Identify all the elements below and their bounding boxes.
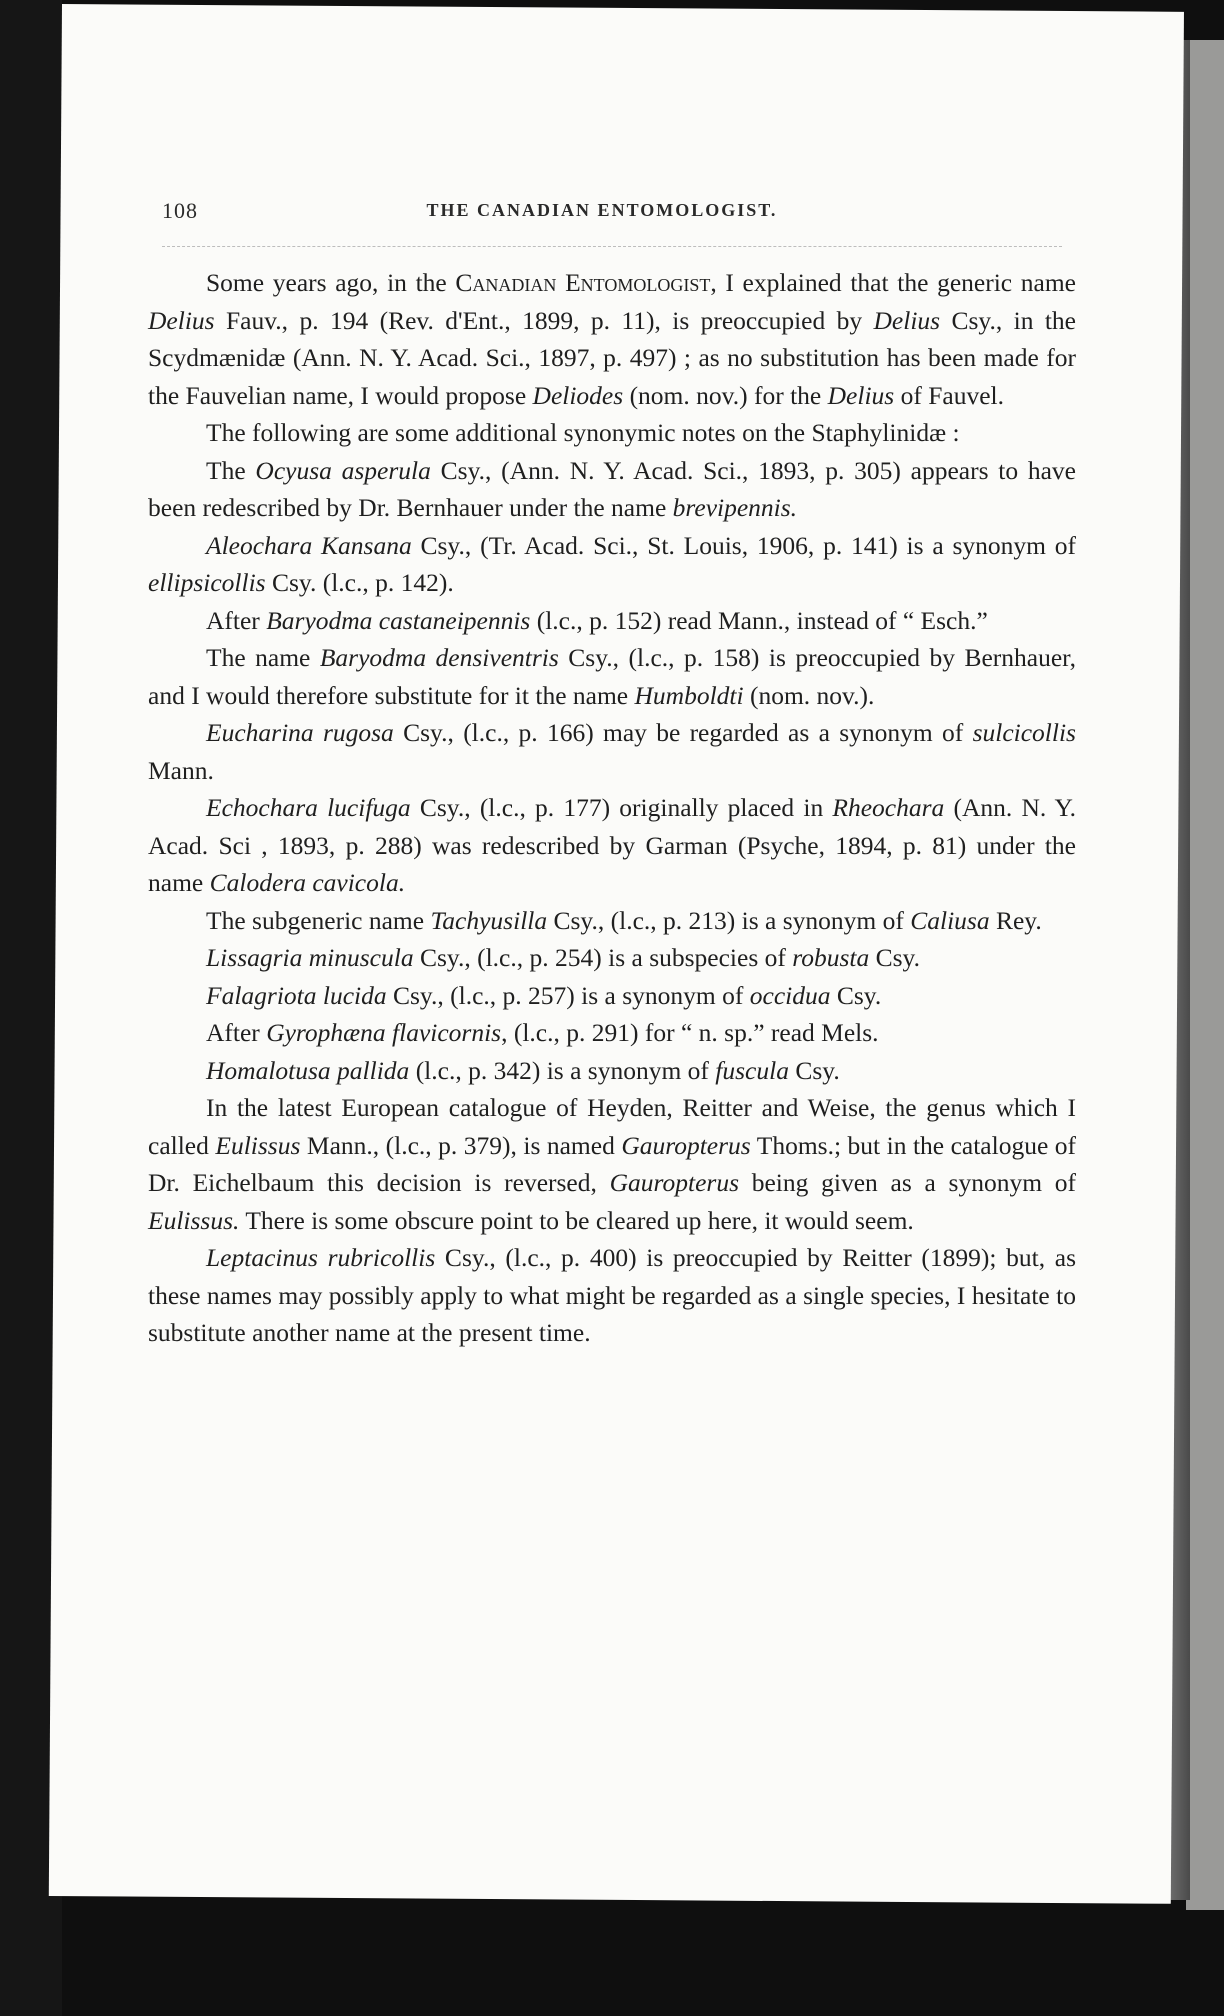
text-run: being given as a synonym of (739, 1168, 1076, 1197)
text-run: Mann. (148, 755, 214, 785)
text-run: (nom. nov.). (743, 680, 875, 710)
text-run: After (206, 1018, 267, 1047)
italic-term: Baryodma castaneipennis (266, 605, 531, 635)
paragraph (148, 1239, 1076, 1352)
text-run: Rey. (989, 905, 1042, 935)
italic-term: Deliodes (532, 380, 624, 410)
paragraph (148, 714, 1076, 789)
text-run: (Ann. N. Y. Acad. Sci , 1893, p. 288) was redescribed by Garman (Psyche, 1894, p. 81) under the name (148, 793, 1076, 897)
text-run: Csy. (788, 1055, 840, 1085)
header-rule (162, 246, 1062, 247)
italic-term: sulcicollis (972, 718, 1076, 747)
text-run: of Fauvel. (894, 380, 1004, 410)
text-run: The following are some additional synonymic notes on the Staphylinidæ : (206, 418, 960, 447)
text-run: The name (206, 643, 320, 672)
paragraph (148, 527, 1076, 602)
text-run: Fauv., p. 194 (Rev. d'Ent., 1899, p. 11), is preoccupied by (214, 305, 874, 335)
text-run: , I explained that the generic name (710, 268, 1076, 297)
text-run: Csy., (l.c., p. 213) is a synonym of (547, 905, 911, 935)
italic-term: ellipsicollis (148, 568, 266, 597)
italic-term: Eulissus (215, 1130, 301, 1160)
page-header (162, 198, 1042, 238)
text-run: (l.c., p. 152) read Mann., instead of “ Esch.” (530, 605, 988, 635)
text-run: Csy., (l.c., p. 400) is preoccupied by Reitter (1899); but, as these names may possibly apply to what might be regarded as a single species, I hesitate to substitute another name at the present time. (148, 1243, 1076, 1347)
page-body-text (148, 264, 1076, 1352)
text-run: The subgeneric name (206, 905, 431, 935)
running-title: THE CANADIAN ENTOMOLOGIST. (426, 200, 778, 220)
paragraph (148, 939, 1076, 977)
italic-term: occidua (749, 980, 831, 1010)
italic-term: Gauropterus (621, 1130, 751, 1160)
italic-term: Lissagria minuscula (206, 943, 414, 972)
italic-term: Tachyusilla (430, 905, 548, 935)
text-run: Csy., (l.c., p. 254) is a subspecies of (413, 943, 793, 972)
italic-term: Leptacinus rubricollis (206, 1243, 436, 1272)
text-run: (nom. nov.) for the (623, 380, 828, 410)
italic-term: Calodera cavicola. (209, 868, 406, 897)
paragraph (148, 789, 1076, 902)
text-run: Csy., in the Scydmænidæ (Ann. N. Y. Acad. Sci., 1897, p. 497) ; as no substitution has been made for the Fauvelian name, I would propose (148, 305, 1076, 410)
text-run: The (206, 455, 256, 485)
text-run: Thoms.; but in the catalogue of Dr. Eichelbaum this decision is reversed, (148, 1130, 1077, 1197)
paragraph (148, 264, 1076, 414)
italic-term: Eucharina rugosa (206, 718, 394, 747)
italic-term: Gyrophæna flavicornis (266, 1018, 502, 1047)
text-run: Csy. (869, 943, 921, 972)
paragraph (148, 902, 1076, 940)
italic-term: Aleochara Kansana (206, 530, 412, 560)
page-number: 108 (162, 198, 198, 223)
italic-term: Gauropterus (609, 1168, 740, 1197)
italic-term: Delius (827, 380, 895, 410)
text-run: (l.c., p. 342) is a synonym of (409, 1055, 716, 1085)
italic-term: Delius (148, 305, 215, 335)
text-run: Csy. (l.c., p. 142). (265, 568, 454, 597)
italic-term: robusta (792, 943, 870, 972)
italic-term: Falagriota lucida (206, 980, 387, 1010)
italic-term: Rheochara (832, 793, 945, 822)
text-run: Csy., (l.c., p. 257) is a synonym of (386, 980, 750, 1010)
paragraph (148, 1089, 1076, 1239)
small-caps-text: Canadian Entomologist (455, 268, 711, 297)
text-run: Csy., (Tr. Acad. Sci., St. Louis, 1906, p. 141) is a synonym of (411, 530, 1076, 560)
paragraph (148, 977, 1076, 1015)
italic-term: Eulissus. (148, 1205, 240, 1235)
italic-term: fuscula (715, 1055, 789, 1085)
facing-page-edge (1186, 40, 1224, 1910)
text-run: Some years ago, in the (206, 268, 456, 297)
text-run: There is some obscure point to be cleared up here, it would seem. (239, 1205, 914, 1235)
italic-term: brevipennis. (672, 493, 798, 522)
paragraph (148, 1014, 1076, 1052)
text-run: Mann., (l.c., p. 379), is named (300, 1130, 622, 1160)
paragraph (148, 414, 1076, 452)
italic-term: Homalotusa pallida (206, 1055, 410, 1085)
text-run: Csy., (l.c., p. 166) may be regarded as a synonym of (393, 718, 973, 747)
text-run: After (206, 605, 267, 635)
italic-term: Baryodma densiventris (319, 643, 559, 672)
italic-term: Delius (873, 305, 941, 335)
paragraph (148, 602, 1076, 640)
text-run: Csy. (830, 980, 882, 1010)
text-run: Csy., (l.c., p. 158) is preoccupied by Bernhauer, and I would therefore substitute for it the name (148, 643, 1076, 710)
paragraph (148, 1052, 1076, 1090)
paragraph (148, 452, 1076, 527)
italic-term: Caliusa (910, 905, 990, 935)
italic-term: Humboldti (634, 680, 744, 710)
italic-term: Echochara lucifuga (206, 793, 411, 822)
text-run: , (l.c., p. 291) for “ n. sp.” read Mels. (501, 1018, 879, 1047)
text-run: Csy., (Ann. N. Y. Acad. Sci., 1893, p. 305) appears to have been redescribed by Dr. Bernhauer under the name (148, 455, 1076, 522)
text-run: Csy., (l.c., p. 177) originally placed in (410, 793, 833, 822)
italic-term: Ocyusa asperula (255, 455, 431, 485)
paragraph (148, 639, 1076, 714)
text-run: In the latest European catalogue of Heyden, Reitter and Weise, the genus which I called (148, 1093, 1076, 1160)
